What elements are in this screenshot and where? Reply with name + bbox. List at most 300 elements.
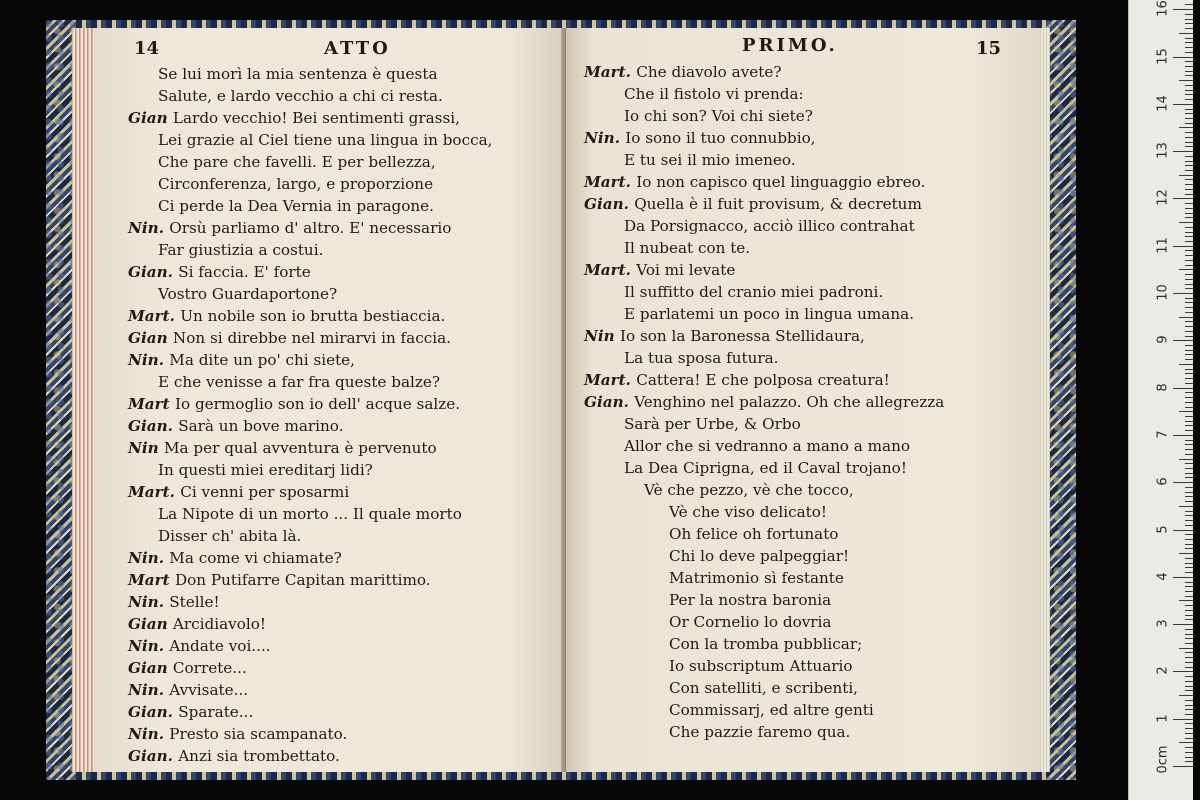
ruler-tick [1185,667,1193,668]
ruler-tick [1185,250,1193,251]
ruler-tick [1185,738,1193,739]
verse-text: Non si direbbe nel mirarvi in faccia. [172,329,451,347]
verse-text: Con la tromba pubblicar; [669,635,863,653]
ruler-tick [1185,118,1193,119]
ruler-tick [1185,492,1193,493]
ruler-tick [1179,648,1193,649]
text-line [584,193,944,215]
ruler-number: 7 [1155,430,1171,439]
ruler-number: 14 [1155,95,1171,112]
ruler-tick [1185,407,1193,408]
ruler-tick [1185,241,1193,242]
text-line [584,721,944,743]
right-page [566,28,1040,772]
ruler-tick [1185,454,1193,455]
verse-text: Se lui morì la mia sentenza è questa [158,65,438,83]
ruler-tick [1185,66,1193,67]
ruler-number: 10 [1155,284,1171,301]
verse-text: Andate voi.... [169,637,271,655]
text-line [584,501,944,523]
ruler-tick [1185,85,1193,86]
verse-text: Per la nostra baronia [669,591,832,609]
verse-text: Il suffitto del cranio miei padroni. [624,283,884,301]
ruler-tick [1179,600,1193,601]
ruler-tick [1185,208,1193,209]
ruler-number: 13 [1155,142,1171,159]
ruler-number: 1 [1155,714,1171,723]
ruler-tick [1185,752,1193,753]
text-line [584,479,944,501]
ruler-number: 15 [1155,47,1171,65]
ruler-tick [1179,269,1193,270]
ruler-tick [1185,652,1193,653]
verse-text: Quella è il fuit provisum, & decretum [634,195,922,213]
ruler-tick [1185,539,1193,540]
verse-text: Vè che pezzo, vè che tocco, [644,481,854,499]
ruler-tick [1185,378,1193,379]
verse-text: Sparate... [178,703,254,721]
verse-text: Correte... [172,659,247,677]
ruler-tick [1185,350,1193,351]
speaker-label: Gian [128,109,173,127]
ruler-tick [1185,302,1193,303]
verse-text: Oh felice oh fortunato [669,525,839,543]
verse-text: Don Putifarre Capitan marittimo. [174,571,431,589]
ruler-tick [1179,742,1193,743]
ruler-tick [1185,142,1193,143]
ruler-tick [1179,364,1193,365]
ruler-tick [1179,695,1193,696]
ruler-tick [1185,761,1193,762]
speaker-label: Nin. [128,351,170,369]
text-line [584,347,944,369]
ruler-tick [1185,705,1193,706]
verse-text: Io son la Baronessa Stellidaura, [619,327,865,345]
speaker-label: Mart [128,571,175,589]
ruler-tick [1185,544,1193,545]
ruler-number: 12 [1155,189,1171,207]
text-line [128,701,492,723]
ruler-tick [1185,354,1193,355]
speaker-label: Nin. [128,725,170,743]
ruler-tick [1185,757,1193,758]
ruler-tick [1185,676,1193,677]
verse-text: Salute, e lardo vecchio a chi ci resta. [158,87,443,105]
ruler-tick [1185,99,1193,100]
ruler-tick [1185,113,1193,114]
text-line [584,325,944,347]
text-line [128,349,492,371]
ruler-tick [1185,586,1193,587]
text-line [584,413,944,435]
ruler-tick [1185,307,1193,308]
ruler-tick [1185,733,1193,734]
ruler-tick [1185,369,1193,370]
ruler-tick [1185,463,1193,464]
ruler-number: 6 [1155,477,1171,486]
verse-text: E che venisse a far fra queste balze? [158,373,441,391]
verse-text: Che diavolo avete? [636,63,782,81]
verse-text: Si faccia. E' forte [178,263,311,281]
ruler-tick [1185,496,1193,497]
verse-text: Il nubeat con te. [624,239,751,257]
text-line [128,591,492,613]
speaker-label: Nin. [128,637,170,655]
speaker-label: Mart. [128,307,181,325]
ruler-tick [1185,156,1193,157]
ruler-tick [1185,515,1193,516]
text-line [128,503,492,525]
text-line [128,613,492,635]
text-line [128,657,492,679]
ruler-tick [1185,170,1193,171]
left-page-edges [72,28,96,772]
ruler-tick [1185,473,1193,474]
ruler-tick [1185,468,1193,469]
ruler-unit-label: 0cm [1155,745,1171,774]
speaker-label: Mart. [584,63,637,81]
ruler-tick [1185,227,1193,228]
ruler-tick [1185,345,1193,346]
open-book [46,20,1076,780]
text-line [128,371,492,393]
ruler-tick [1173,9,1193,10]
ruler-tick [1173,246,1193,247]
ruler-tick [1185,615,1193,616]
right-marbled-cover [1046,20,1076,780]
ruler-tick [1185,643,1193,644]
ruler-tick [1173,293,1193,294]
text-line [128,679,492,701]
verse-text: Lei grazie al Ciel tiene una lingua in bocca, [158,131,493,149]
left-page [94,28,564,772]
measurement-ruler [1128,0,1193,800]
ruler-tick [1185,723,1193,724]
verse-text: Ma come vi chiamate? [169,549,342,567]
ruler-tick [1185,709,1193,710]
ruler-tick [1185,255,1193,256]
ruler-tick [1185,728,1193,729]
ruler-tick [1185,383,1193,384]
speaker-label: Mart. [584,173,637,191]
ruler-number: 2 [1155,666,1171,676]
ruler-tick [1173,57,1193,58]
ruler-number: 3 [1155,619,1171,628]
ruler-tick [1185,194,1193,195]
ruler-tick [1185,567,1193,568]
speaker-label: Gian. [584,393,635,411]
text-line [584,633,944,655]
speaker-label: Mart [128,395,175,413]
verse-text: Ci venni per sposarmi [180,483,350,501]
ruler-tick [1185,326,1193,327]
verse-text: In questi miei ereditarj lidi? [158,461,373,479]
text-line [128,173,492,195]
ruler-tick [1185,90,1193,91]
text-line [128,63,492,85]
text-line [584,61,944,83]
ruler-tick [1173,530,1193,531]
text-line [128,261,492,283]
verse-text: Stelle! [169,593,220,611]
ruler-tick [1185,619,1193,620]
speaker-label: Gian [128,615,173,633]
ruler-tick [1185,501,1193,502]
verse-text: La Dea Ciprigna, ed il Caval trojano! [624,459,907,477]
verse-text: Far giustizia a costui. [158,241,324,259]
text-line [584,83,944,105]
text-line [584,589,944,611]
left-running-head: ATTO [324,38,391,59]
text-line [128,327,492,349]
text-line [584,435,944,457]
text-line [584,259,944,281]
verse-text: Io sono il tuo connubbio, [625,129,816,147]
text-line [584,545,944,567]
text-line [584,369,944,391]
verse-text: Orsù parliamo d' altro. E' necessario [169,219,452,237]
ruler-tick [1185,217,1193,218]
ruler-tick [1185,634,1193,635]
verse-text: Io chi son? Voi chi siete? [624,107,813,125]
verse-text: La Nipote di un morto ... Il quale morto [158,505,462,523]
ruler-tick [1179,459,1193,460]
text-line [128,239,492,261]
ruler-tick [1173,719,1193,720]
ruler-tick [1185,274,1193,275]
ruler-tick [1185,75,1193,76]
text-line [584,391,944,413]
verse-text: Io non capisco quel linguaggio ebreo. [636,173,926,191]
text-line [128,723,492,745]
ruler-tick [1185,203,1193,204]
verse-text: Anzi sia trombettato. [178,747,340,765]
speaker-label: Nin [128,439,164,457]
text-line [584,237,944,259]
ruler-tick [1185,714,1193,715]
text-line [584,105,944,127]
text-line [128,569,492,591]
ruler-tick [1185,284,1193,285]
ruler-tick [1185,397,1193,398]
ruler-tick [1173,151,1193,152]
ruler-number: 5 [1155,524,1171,534]
verse-text: Un nobile son io brutta bestiaccia. [180,307,446,325]
ruler-tick [1185,534,1193,535]
ruler-number: 11 [1155,236,1171,254]
text-line [584,699,944,721]
speaker-label: Mart. [128,483,181,501]
speaker-label: Gian [128,659,173,677]
verse-text: Vè che viso delicato! [669,503,828,521]
ruler-tick [1185,605,1193,606]
ruler-tick [1185,179,1193,180]
text-line [584,655,944,677]
ruler-tick [1185,236,1193,237]
text-line [128,635,492,657]
verse-text: Che pare che favelli. E per bellezza, [158,153,436,171]
text-line [584,171,944,193]
ruler-tick [1185,132,1193,133]
ruler-tick [1179,317,1193,318]
ruler-tick [1185,109,1193,110]
text-line [128,415,492,437]
verse-text: Sarà per Urbe, & Orbo [624,415,801,433]
verse-text: Venghino nel palazzo. Oh che allegrezza [634,393,945,411]
ruler-tick [1185,582,1193,583]
ruler-tick [1185,146,1193,147]
ruler-number: 8 [1155,382,1171,392]
text-line [128,393,492,415]
ruler-tick [1185,747,1193,748]
ruler-tick [1185,610,1193,611]
ruler-tick [1185,444,1193,445]
ruler-tick [1185,596,1193,597]
verse-text: E tu sei il mio imeneo. [624,151,796,169]
text-line [128,481,492,503]
verse-text: Arcidiavolo! [172,615,266,633]
right-page-number: 15 [976,38,1002,59]
ruler-tick [1185,373,1193,374]
text-line [584,215,944,237]
verse-text: Commissarj, ed altre genti [669,701,874,719]
text-line [128,85,492,107]
verse-text: E parlatemi un poco in lingua umana. [624,305,915,323]
verse-text: Ma per qual avventura è pervenuto [163,439,437,457]
left-page-number: 14 [134,38,160,59]
text-line [584,611,944,633]
ruler-tick [1173,198,1193,199]
right-running-head: PRIMO. [742,35,838,56]
verse-text: La tua sposa futura. [624,349,779,367]
speaker-label: Gian. [128,417,179,435]
verse-text: Avvisate... [169,681,249,699]
verse-text: Che il fistolo vi prenda: [624,85,804,103]
text-line [128,283,492,305]
text-line [584,149,944,171]
left-page-text [128,63,492,767]
ruler-tick [1185,23,1193,24]
ruler-tick [1185,700,1193,701]
verse-text: Da Porsignacco, acciò illico contrahat [624,217,915,235]
ruler-tick [1185,572,1193,573]
right-page-text [584,61,944,743]
verse-text: Io germoglio son io dell' acque salze. [174,395,461,413]
ruler-tick [1185,416,1193,417]
ruler-tick [1185,425,1193,426]
ruler-tick [1179,222,1193,223]
ruler-tick [1179,411,1193,412]
verse-text: Disser ch' abita là. [158,527,302,545]
ruler-tick [1173,671,1193,672]
verse-text: Voi mi levate [636,261,736,279]
ruler-tick [1185,232,1193,233]
verse-text: Ma dite un po' chi siete, [169,351,356,369]
text-line [128,305,492,327]
ruler-tick [1179,80,1193,81]
ruler-tick [1185,71,1193,72]
ruler-tick [1185,52,1193,53]
text-line [128,195,492,217]
ruler-tick [1185,440,1193,441]
text-line [584,281,944,303]
verse-text: Ci perde la Dea Vernia in paragone. [158,197,434,215]
ruler-tick [1179,175,1193,176]
speaker-label: Gian [128,329,173,347]
ruler-tick [1185,430,1193,431]
ruler-tick [1185,38,1193,39]
ruler-number: 16 [1155,0,1171,17]
ruler-tick [1185,487,1193,488]
ruler-tick [1185,548,1193,549]
speaker-label: Gian. [128,747,179,765]
ruler-tick [1185,321,1193,322]
ruler-tick [1185,265,1193,266]
speaker-label: Nin [584,327,620,345]
text-line [128,547,492,569]
verse-text: Che pazzie faremo qua. [669,723,851,741]
ruler-tick [1185,477,1193,478]
text-line [584,127,944,149]
ruler-tick [1173,435,1193,436]
text-line [128,437,492,459]
ruler-tick [1179,33,1193,34]
text-line [128,151,492,173]
ruler-tick [1185,4,1193,5]
ruler-tick [1185,449,1193,450]
ruler-tick [1185,288,1193,289]
ruler-tick [1185,42,1193,43]
text-line [128,129,492,151]
ruler-tick [1185,331,1193,332]
text-line [128,459,492,481]
ruler-tick [1185,28,1193,29]
ruler-tick [1185,123,1193,124]
verse-text: Sarà un bove marino. [178,417,344,435]
ruler-tick [1185,161,1193,162]
verse-text: Con satelliti, e scribenti, [669,679,859,697]
ruler-tick [1185,19,1193,20]
ruler-tick [1185,189,1193,190]
ruler-tick [1185,591,1193,592]
verse-text: Matrimonio sì festante [669,569,844,587]
ruler-tick [1185,511,1193,512]
ruler-tick [1173,104,1193,105]
ruler-tick [1185,312,1193,313]
ruler-tick [1185,47,1193,48]
text-line [584,523,944,545]
speaker-label: Nin. [128,593,170,611]
ruler-tick [1185,336,1193,337]
ruler-tick [1173,624,1193,625]
ruler-tick [1173,577,1193,578]
ruler-tick [1185,629,1193,630]
ruler-tick [1173,340,1193,341]
ruler-number: 9 [1155,335,1171,344]
ruler-tick [1185,563,1193,564]
verse-text: Chi lo deve palpeggiar! [669,547,850,565]
speaker-label: Nin. [128,549,170,567]
ruler-tick [1185,213,1193,214]
verse-text: Cattera! E che polposa creatura! [636,371,890,389]
speaker-label: Nin. [584,129,626,147]
ruler-tick [1185,279,1193,280]
text-line [584,567,944,589]
speaker-label: Gian. [584,195,635,213]
ruler-tick [1185,165,1193,166]
ruler-tick [1185,421,1193,422]
speaker-label: Mart. [584,261,637,279]
